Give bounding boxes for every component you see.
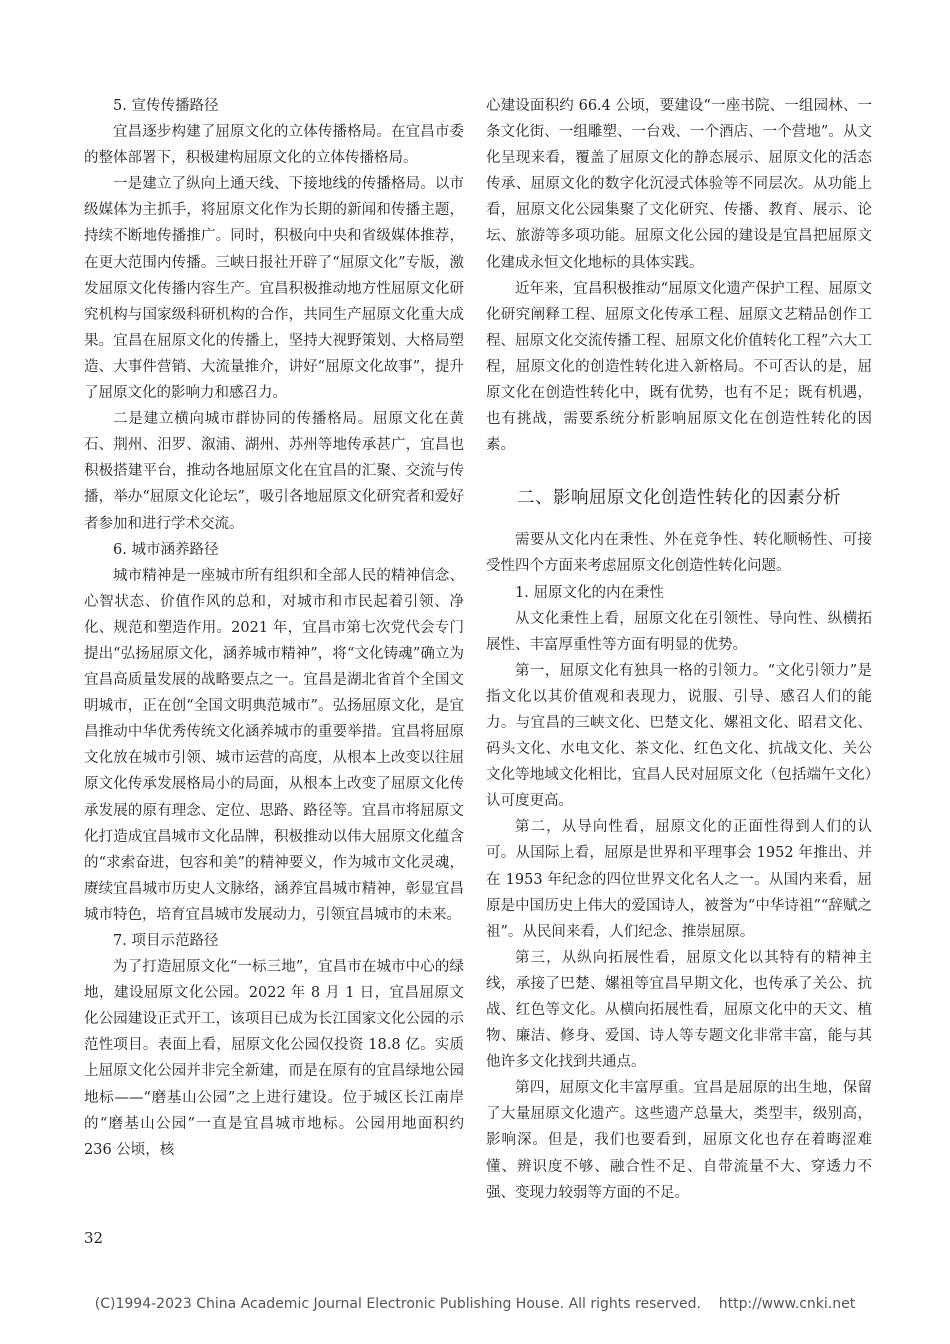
section-heading: 二、影响屈原文化创造性转化的因素分析 [517, 488, 841, 509]
body-paragraph: 第四，屈原文化丰富厚重。宜昌是屈原的出生地，保留了大量屈原文化遗产。这些遗产总量大，类型丰，级别高，影响深。但是，我们也要看到，屈原文化也存在着晦涩难懂、辨识度不够、融合性不足、自带流量不大、穿透力不强、变现力较弱等方面的不足。 [486, 1080, 872, 1201]
page-number: 32 [84, 1229, 104, 1247]
body-paragraph: 近年来，宜昌积极推动“屈原文化遗产保护工程、屈原文化研究阐释工程、屈原文化传承工程、屈原文艺精品创作工程、屈原文化交流传播工程、屈原文化价值转化工程”六大工程，屈原文化的创造性转化进入新格局。不可否认的是，屈原文化在创造性转化中，既有优势，也有不足；既有机遇，也有挑战，需要系统分析影响屈原文化在创造性转化的因素。 [486, 280, 872, 454]
subsection-heading: 5. 宣传传播路径 [113, 98, 219, 114]
body-paragraph: 第三，从纵向拓展性看，屈原文化以其特有的精神主线，承接了巴楚、嫘祖等宜昌早期文化，也传承了关公、抗战、红色等文化。从横向拓展性看，屈原文化中的天文、植物、廉洁、修身、爱国、诗人等专题文化非常丰富，能与其他许多文化找到共通点。 [486, 949, 872, 1071]
body-paragraph: 宜昌逐步构建了屈原文化的立体传播格局。在宜昌市委的整体部署下，积极建构屈原文化的立体传播格局。 [84, 124, 464, 167]
body-paragraph: 二是建立横向城市群协同的传播格局。屈原文化在黄石、荆州、汨罗、溆浦、湖州、苏州等地传承甚广，宜昌也积极搭建平台，推动各地屈原文化在宜昌的汇聚、交流与传播，举办“屈原文化论坛”，吸引各地屈原文化研究者和爱好者参加和进行学术交流。 [84, 411, 464, 532]
subsection-heading: 7. 项目示范路径 [113, 933, 219, 949]
subsection-heading: 1. 屈原文化的内在秉性 [515, 584, 664, 601]
copyright-notice: (C)1994-2023 China Academic Journal Electronic Publishing House. All rights reserved. http://www.cnki.net [94, 1296, 856, 1312]
body-paragraph: 城市精神是一座城市所有组织和全部人民的精神信念、心智状态、价值作风的总和，对城市和市民起着引领、净化、规范和塑造作用。2021 年，宜昌市第七次党代会专门提出“弘扬屈原文化，涵养城市精神”，将“文化铸魂”确立为宜昌高质量发展的战略要点之一。宜昌是湖北省首个全国文明城市，正在创“全国文明典范城市”。弘扬屈原文化，是宜昌推动中华优秀传统文化涵养城市的重要举措。宜昌将屈原文化放在城市引领、城市运营的高度，从根本上改变以往屈原文化传承发展格局小的局面，从根本上改变了屈原文化传承发展的原有理念、定位、思路、路径等。宜昌市将屈原文化打造成宜昌城市文化品牌，积极推动以伟大屈原文化蕴含的“求索奋进，包容和美”的精神要义，作为城市文化灵魂，赓续宜昌城市历史人文脉络，涵养宜昌城市精神，彰显宜昌城市特色，培育宜昌城市发展动力，引领宜昌城市的未来。 [84, 567, 464, 923]
body-paragraph-continued: 心建设面积约 66.4 公顷，要建设“一座书院、一组园林、一条文化街、一组雕塑、一台戏、一个酒店、一个营地”。从文化呈现来看，覆盖了屈原文化的静态展示、屈原文化的活态传承、屈原文化的数字化沉浸式体验等不同层次。从功能上看，屈原文化公园集聚了文化研究、传播、教育、展示、论坛、旅游等多项功能。屈原文化公园的建设是宜昌把屈原文化建成永恒文化地标的具体实践。 [486, 98, 872, 271]
body-paragraph: 第二，从导向性看，屈原文化的正面性得到人们的认可。从国际上看，屈原是世界和平理事会 1952 年推出、并在 1953 年纪念的四位世界文化名人之一。从国内来看，屈原是中国历史上伟大的爱国诗人，被誉为“中华诗祖”“辞赋之祖”。从民间来看，人们纪念、推崇屈原。 [486, 819, 872, 940]
body-paragraph: 为了打造屈原文化“一标三地”，宜昌市在城市中心的绿地，建设屈原文化公园。2022 年 8 月 1 日，宜昌屈原文化公园建设正式开工，该项目已成为长江国家文化公园的示范性项目。表面上看，屈原文化公园仅投资 18.8 亿。实质上屈原文化公园并非完全新建，而是在原有的宜昌绿地公园地标——“磨基山公园”之上进行建设。位于城区长江南岸的“磨基山公园”一直是宜昌城市地标。公园用地面积约 236 公顷，核 [84, 959, 464, 1158]
body-paragraph: 第一，屈原文化有独具一格的引领力。“文化引领力”是指文化以其价值观和表现力，说服、引导、感召人们的能力。与宜昌的三峡文化、巴楚文化、嫘祖文化、昭君文化、码头文化、水电文化、茶文化、红色文化、抗战文化、关公文化等地域文化相比，宜昌人民对屈原文化（包括端午文化）认可度更高。 [486, 662, 872, 810]
right-column [486, 93, 872, 1206]
body-paragraph: 需要从文化内在秉性、外在竞争性、转化顺畅性、可接受性四个方面来考虑屈原文化创造性转化问题。 [486, 532, 872, 575]
body-paragraph: 从文化秉性上看，屈原文化在引领性、导向性、纵横拓展性、丰富厚重性等方面有明显的优势。 [486, 610, 872, 653]
body-paragraph: 一是建立了纵向上通天线、下接地线的传播格局。以市级媒体为主抓手，将屈原文化作为长期的新闻和传播主题，持续不断地传播推广。同时，积极向中央和省级媒体推荐，在更大范围内传播。三峡日报社开辟了“屈原文化”专版，激发屈原文化传播内容生产。宜昌积极推动地方性屈原文化研究机构与国家级科研机构的合作，共同生产屈原文化重大成果。宜昌在屈原文化的传播上，坚持大视野策划、大格局塑造、大事件营销、大流量推介，讲好“屈原文化故事”，提升了屈原文化的影响力和感召力。 [84, 176, 464, 402]
subsection-heading: 6. 城市涵养路径 [113, 541, 219, 558]
left-column [84, 93, 464, 1163]
